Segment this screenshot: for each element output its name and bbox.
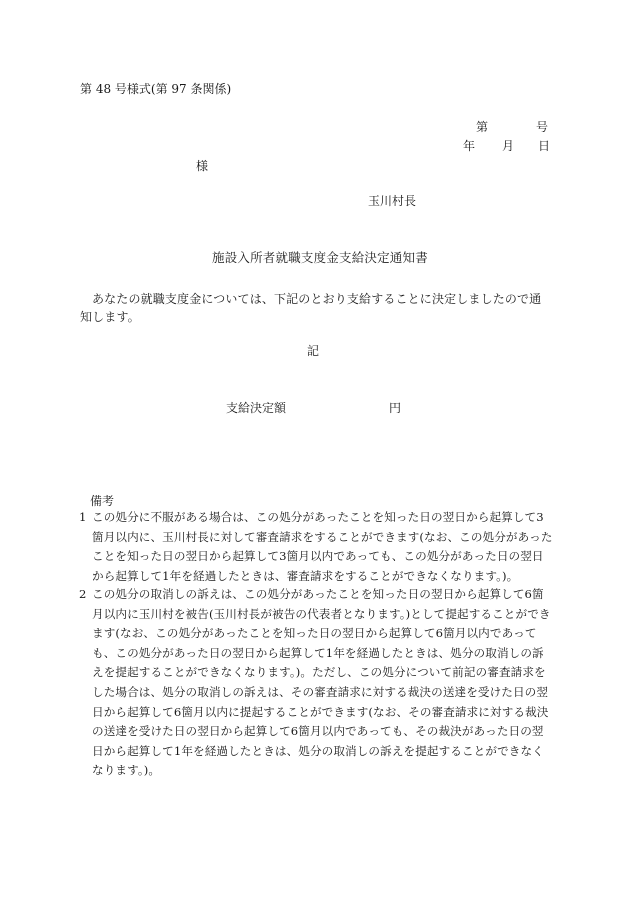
- remark-number: 1: [79, 510, 87, 524]
- payment-amount-label: 支給決定額: [226, 401, 287, 415]
- remarks-heading: 備考: [90, 494, 115, 508]
- date-year-label: 年: [463, 139, 476, 153]
- remark-text: この処分の取消しの訴えは、この処分があったことを知った日の翌日から起算して6箇月以内に玉川村を被告(玉川村長が被告の代表者となります。)として提起することができます(なお、この処分があったことを知った日の翌日から起算して6箇月以内であっても、この処分があった日の翌日から起算して1年を経過したときは、処分の取消しの訴えを提起することができなくなります。)。ただし、この処分について前記の審査請求をした場合は、処分の取消しの訴えは、その審査請求に対する裁決の送達を受けた日の翌日から起算して6箇月以内に提起することができます(なお、その審査請求に対する裁決の送達を受けた日の翌日から起算して6箇月以内であっても、その裁決があった日の翌日から起算して1年を経過したときは、処分の取消しの訴えを提起することができなくなります。)。: [92, 587, 551, 778]
- notice-body-text: あなたの就職支度金については、下記のとおり支給することに決定しましたので通知します。: [80, 292, 542, 324]
- issuer-name: 玉川村長: [368, 194, 417, 208]
- payment-amount-unit: 円: [389, 401, 402, 415]
- remark-item: [79, 585, 553, 781]
- document-title: 施設入所者就職支度金支給決定通知書: [212, 250, 428, 265]
- addressee-honorific: 様: [196, 159, 209, 173]
- remark-number: 2: [79, 587, 87, 601]
- ki-heading: 記: [307, 344, 320, 358]
- document-number-suffix: 号: [536, 120, 549, 134]
- document-number-label: 第: [476, 120, 489, 134]
- date-day-label: 日: [538, 139, 551, 153]
- form-number: 第 48 号様式(第 97 条関係): [80, 82, 232, 96]
- date-month-label: 月: [502, 139, 515, 153]
- remark-text: この処分に不服がある場合は、この処分があったことを知った日の翌日から起算して3箇月以内に、玉川村長に対して審査請求をすることができます(なお、この処分があったことを知った日の翌日から起算して3箇月以内であっても、この処分があった日の翌日から起算して1年を経過したときは、審査請求をすることができなくなります。)。: [92, 510, 553, 583]
- remark-item: [79, 508, 553, 586]
